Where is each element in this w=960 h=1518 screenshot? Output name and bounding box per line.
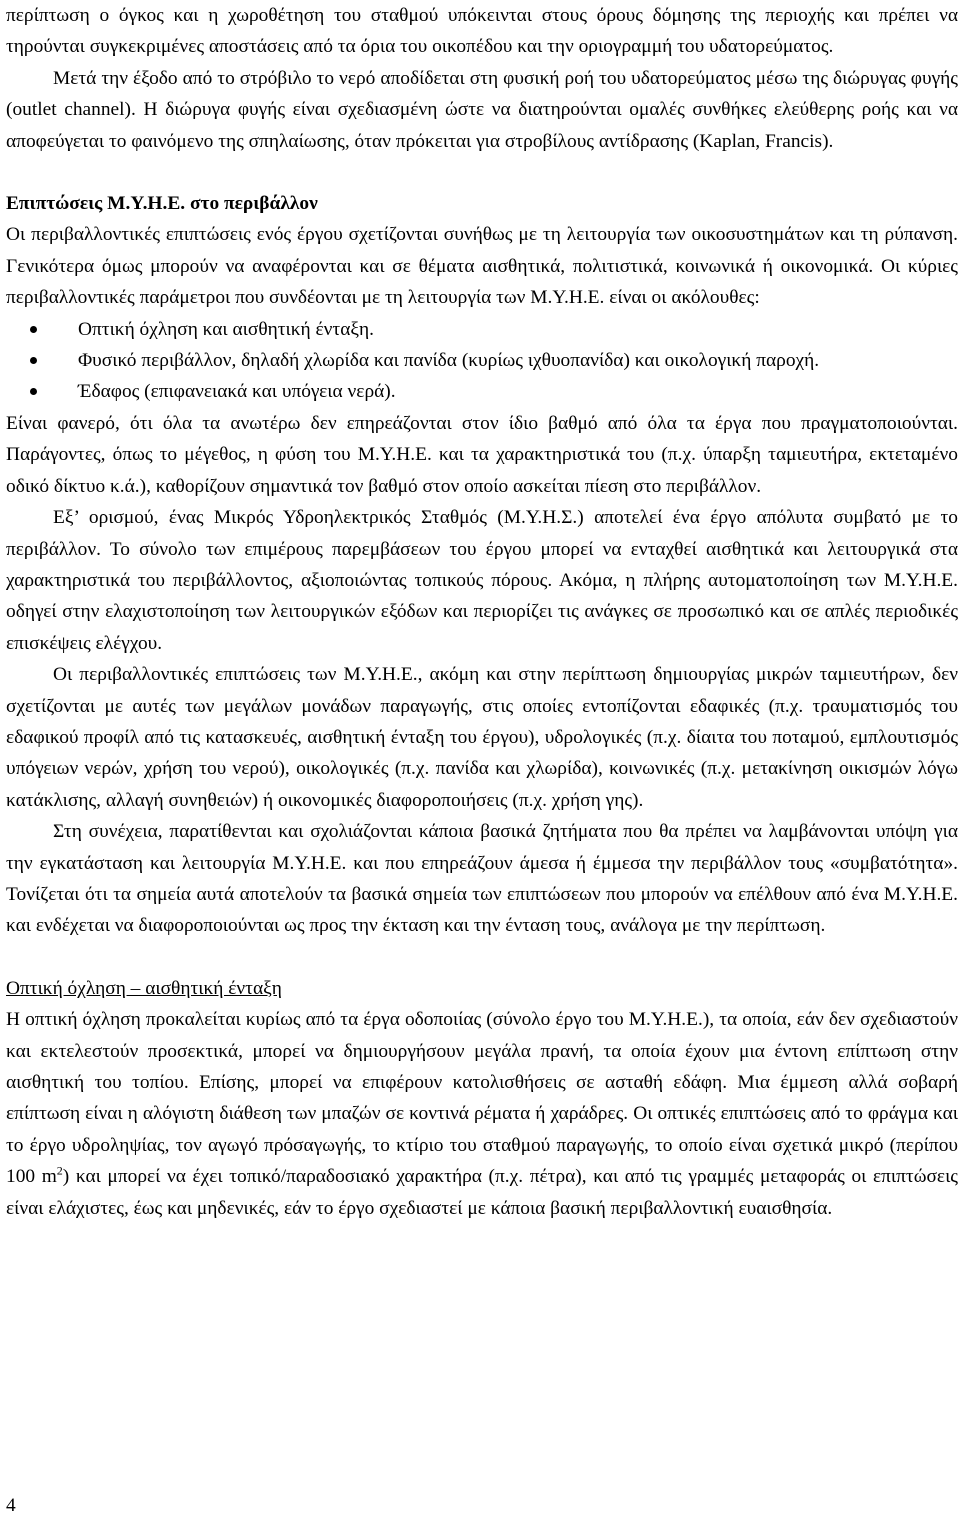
bullet-item: [6, 376, 958, 407]
paragraph-impacts-2: Είναι φανερό, ότι όλα τα ανωτέρω δεν επηρεάζονται στον ίδιο βαθμό από όλα τα έργα που πραγματοποιούνται. Παράγοντες, όπως το μέγεθος, η φύση του Μ.Υ.Η.Ε. και τα χαρακτηριστικά του (π.χ. ύπαρξη ταμιευτήρα, εκτεταμένο οδικό δίκτυο κ.ά.), καθορίζουν σημαντικά τον βαθμό στον οποίο ασκείται πίεση στο περιβάλλον.: [6, 412, 958, 497]
paragraph-intro-2: Μετά την έξοδο από το στρόβιλο το νερό αποδίδεται στη φυσική ροή του υδατορεύματος μέσω της διώρυγας φυγής (outlet channel). Η διώρυγα φυγής είναι σχεδιασμένη ώστε να διατηρούνται ομαλές συνθήκες ελεύθερης ροής και να αποφεύγεται το φαινόμενο της σπηλαίωσης, όταν πρόκειται για στροβίλους αντίδρασης (Kaplan, Francis).: [6, 67, 958, 152]
paragraph-impacts-5: Στη συνέχεια, παρατίθενται και σχολιάζονται κάποια βασικά ζητήματα που θα πρέπει να λαμβάνονται υπόψη για την εγκατάσταση και λειτουργία Μ.Υ.Η.Ε. και που επηρεάζουν άμεσα ή έμμεσα την περιβάλλον τους «συμβατότητα». Τονίζεται ότι τα σημεία αυτά αποτελούν τα βασικά σημεία των επιπτώσεων που μπορούν να επέλθουν από ένα Μ.Υ.Η.Ε. και ενδέχεται να διαφοροποιούνται ως προς την έκταση και την ένταση τους, ανάλογα με την περίπτωση.: [6, 821, 958, 937]
document-page: [6, 0, 958, 1224]
paragraph-visual-text-a: Η οπτική όχληση προκαλείται κυρίως από τα έργα οδοποιίας (σύνολο έργο του Μ.Υ.Η.Ε.), τα οποία, εάν δεν σχεδιαστούν και εκτελεστούν προσεκτικά, μπορεί να δημιουργήσουν μεγάλα πρανή, τα οποία έχουν μια έντονη επίπτωση στην αισθητική του τοπίου. Επίσης, μπορεί να επιφέρουν κατολισθήσεις σε ασταθή εδάφη. Μια έμμεση αλλά σοβαρή επίπτωση είναι η αλόγιστη διάθεση των μπαζών σε κοντινά ρέματα ή χαράδρες. Οι οπτικές επιπτώσεις από το φράγμα και το έργο υδροληψίας, τον αγωγό πρόσαγωγής, το κτίριο του σταθμού παραγωγής, το οποίο είναι σχετικά μικρό (περίπου 100 m: [6, 1009, 958, 1188]
paragraph-intro-1: περίπτωση ο όγκος και η χωροθέτηση του σταθμού υπόκεινται στους όρους δόμησης της περιοχής και πρέπει να τηρούνται συγκεκριμένες αποστάσεις από τα όρια του οικοπέδου και την οριογραμμή του υδατορεύματος.: [6, 5, 958, 58]
bullet-item: [6, 345, 958, 376]
paragraph-impacts-4: Οι περιβαλλοντικές επιπτώσεις των Μ.Υ.Η.Ε., ακόμη και στην περίπτωση δημιουργίας μικρών ταμιευτήρων, δεν σχετίζονται με αυτές των μεγάλων μονάδων παραγωγής, στις οποίες εντοπίζονται εδαφικές (π.χ. τραυματισμός του εδαφικού προφίλ από τις κατασκευές, αισθητική ένταξη του έργου), υδρολογικές (π.χ. δίαιτα του ποταμού, εμπλουτισμός υπόγειων νερών, χρήση του νερού), οικολογικές (π.χ. πανίδα και χλωρίδα), κοινωνικές (π.χ. μετακίνηση οικισμών λόγω κατάκλισης, αλλαγή συνηθειών) ή οικονομικές διαφοροποιήσεις (π.χ. χρήση γης).: [6, 664, 958, 811]
superscript-2: 2: [56, 1163, 63, 1178]
bullet-icon: [30, 388, 37, 395]
bullet-text: Φυσικό περιβάλλον, δηλαδή χλωρίδα και πανίδα (κυρίως ιχθυοπανίδα) και οικολογική παροχή.: [78, 350, 820, 372]
impacts-bullet-list: [6, 314, 958, 408]
paragraph-visual-text-b: ) και μπορεί να έχει τοπικό/παραδοσιακό χαρακτήρα (π.χ. πέτρα), και από τις γραμμές μεταφοράς οι επιπτώσεις είναι ελάχιστες, έως και μηδενικές, εάν το έργο σχεδιαστεί με κάποια βασική περιβαλλοντική ευαισθησία.: [6, 1166, 958, 1219]
paragraph-impacts-3: Εξ’ ορισμού, ένας Μικρός Υδροηλεκτρικός Σταθμός (Μ.Υ.Η.Σ.) αποτελεί ένα έργο απόλυτα συμβατό με το περιβάλλον. Το σύνολο των επιμέρους παρεμβάσεων του έργου μπορεί να ενταχθεί αισθητικά και λειτουργικά στα χαρακτηριστικά του περιβάλλοντος, αξιοποιώντας τοπικούς πόρους. Ακόμα, η πλήρης αυτοματοποίηση των Μ.Υ.Η.Ε. οδηγεί στην ελαχιστοποίηση των λειτουργικών εξόδων και περιορίζει τις ανάγκες σε προσωπικό και σε απλές περιοδικές επισκέψεις ελέγχου.: [6, 507, 958, 654]
page-number: 4: [6, 1495, 16, 1516]
paragraph-impacts-1: Οι περιβαλλοντικές επιπτώσεις ενός έργου σχετίζονται συνήθως με τη λειτουργία των οικοσυστημάτων και τη ρύπανση. Γενικότερα όμως μπορούν να αναφέρονται και σε θέματα αισθητικά, πολιτιστικά, κοινωνικά ή οικονομικά. Οι κύριες περιβαλλοντικές παράμετροι που συνδέονται με τη λειτουργία των Μ.Υ.Η.Ε. είναι οι ακόλουθες:: [6, 224, 958, 309]
bullet-icon: [30, 326, 37, 333]
section-heading-environmental-impacts: Επιπτώσεις Μ.Υ.Η.Ε. στο περιβάλλον: [6, 193, 318, 215]
bullet-icon: [30, 357, 37, 364]
bullet-text: Έδαφος (επιφανειακά και υπόγεια νερά).: [78, 381, 396, 403]
paragraph-visual-1: [6, 1004, 958, 1224]
bullet-item: [6, 314, 958, 345]
bullet-text: Οπτική όχληση και αισθητική ένταξη.: [78, 318, 375, 340]
section-heading-visual-nuisance: Οπτική όχληση – αισθητική ένταξη: [6, 977, 282, 999]
